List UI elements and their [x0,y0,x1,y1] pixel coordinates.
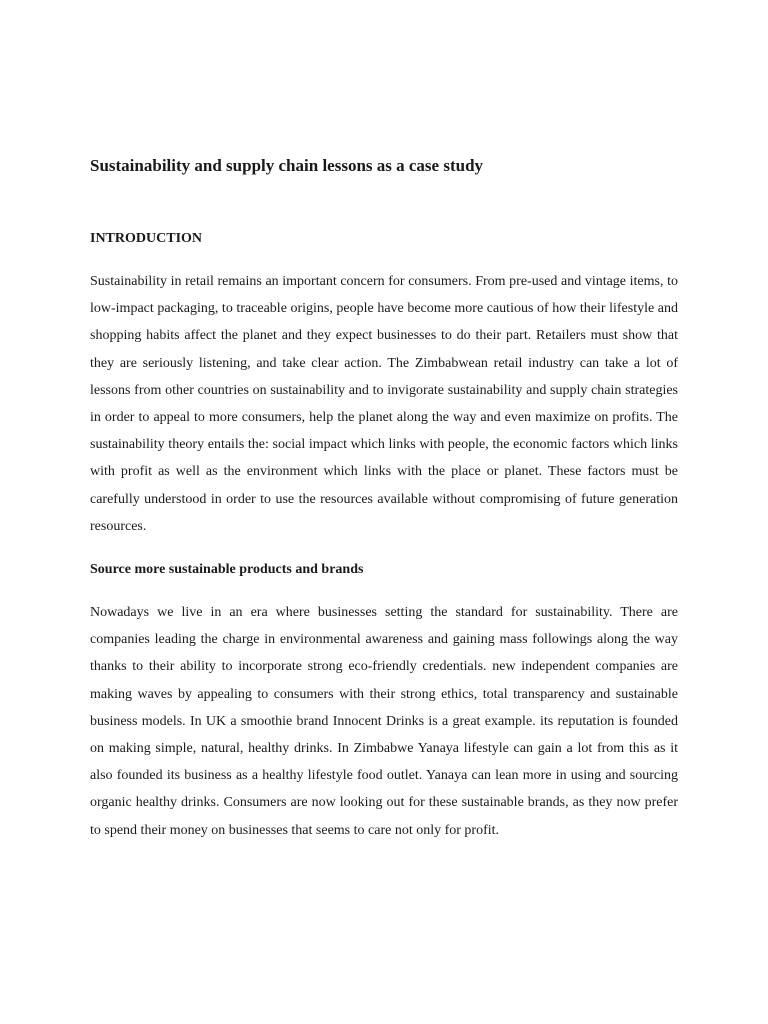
document-title: Sustainability and supply chain lessons as a case study [90,156,484,175]
section-heading-introduction: INTRODUCTION [90,231,203,246]
paragraph-source-products: Nowadays we live in an era where businesses setting the standard for sustainability. There are companies leading the charge in environmental awareness and gaining mass followings along the way thanks to their ability to incorporate strong eco-friendly credentials. new independent companies are making waves by appealing to consumers with their strong ethics, total transparency and sustainable business models. In UK a smoothie brand Innocent Drinks is a great example. its reputation is founded on making simple, natural, healthy drinks. In Zimbabwe Yanaya lifestyle can gain a lot from this as it also founded its business as a healthy lifestyle food outlet. Yanaya can lean more in using and sourcing organic healthy drinks. Consumers are now looking out for these sustainable brands, as they now prefer to spend their money on businesses that seems to care not only for profit. [90,605,678,838]
paragraph-introduction: Sustainability in retail remains an important concern for consumers. From pre-used and vintage items, to low-impact packaging, to traceable origins, people have become more cautious of how their lifestyle and shopping habits affect the planet and they expect businesses to do their part. Retailers must show that they are seriously listening, and take clear action. The Zimbabwean retail industry can take a lot of lessons from other countries on sustainability and to invigorate sustainability and supply chain strategies in order to appeal to more consumers, help the planet along the way and even maximize on profits. The sustainability theory entails the: social impact which links with people, the economic factors which links with profit as well as the environment which links with the place or planet. These factors must be carefully understood in order to use the resources available without compromising of future generation resources. [90,274,678,534]
document-body [90,155,678,844]
section-heading-source-products: Source more sustainable products and brands [90,562,364,578]
